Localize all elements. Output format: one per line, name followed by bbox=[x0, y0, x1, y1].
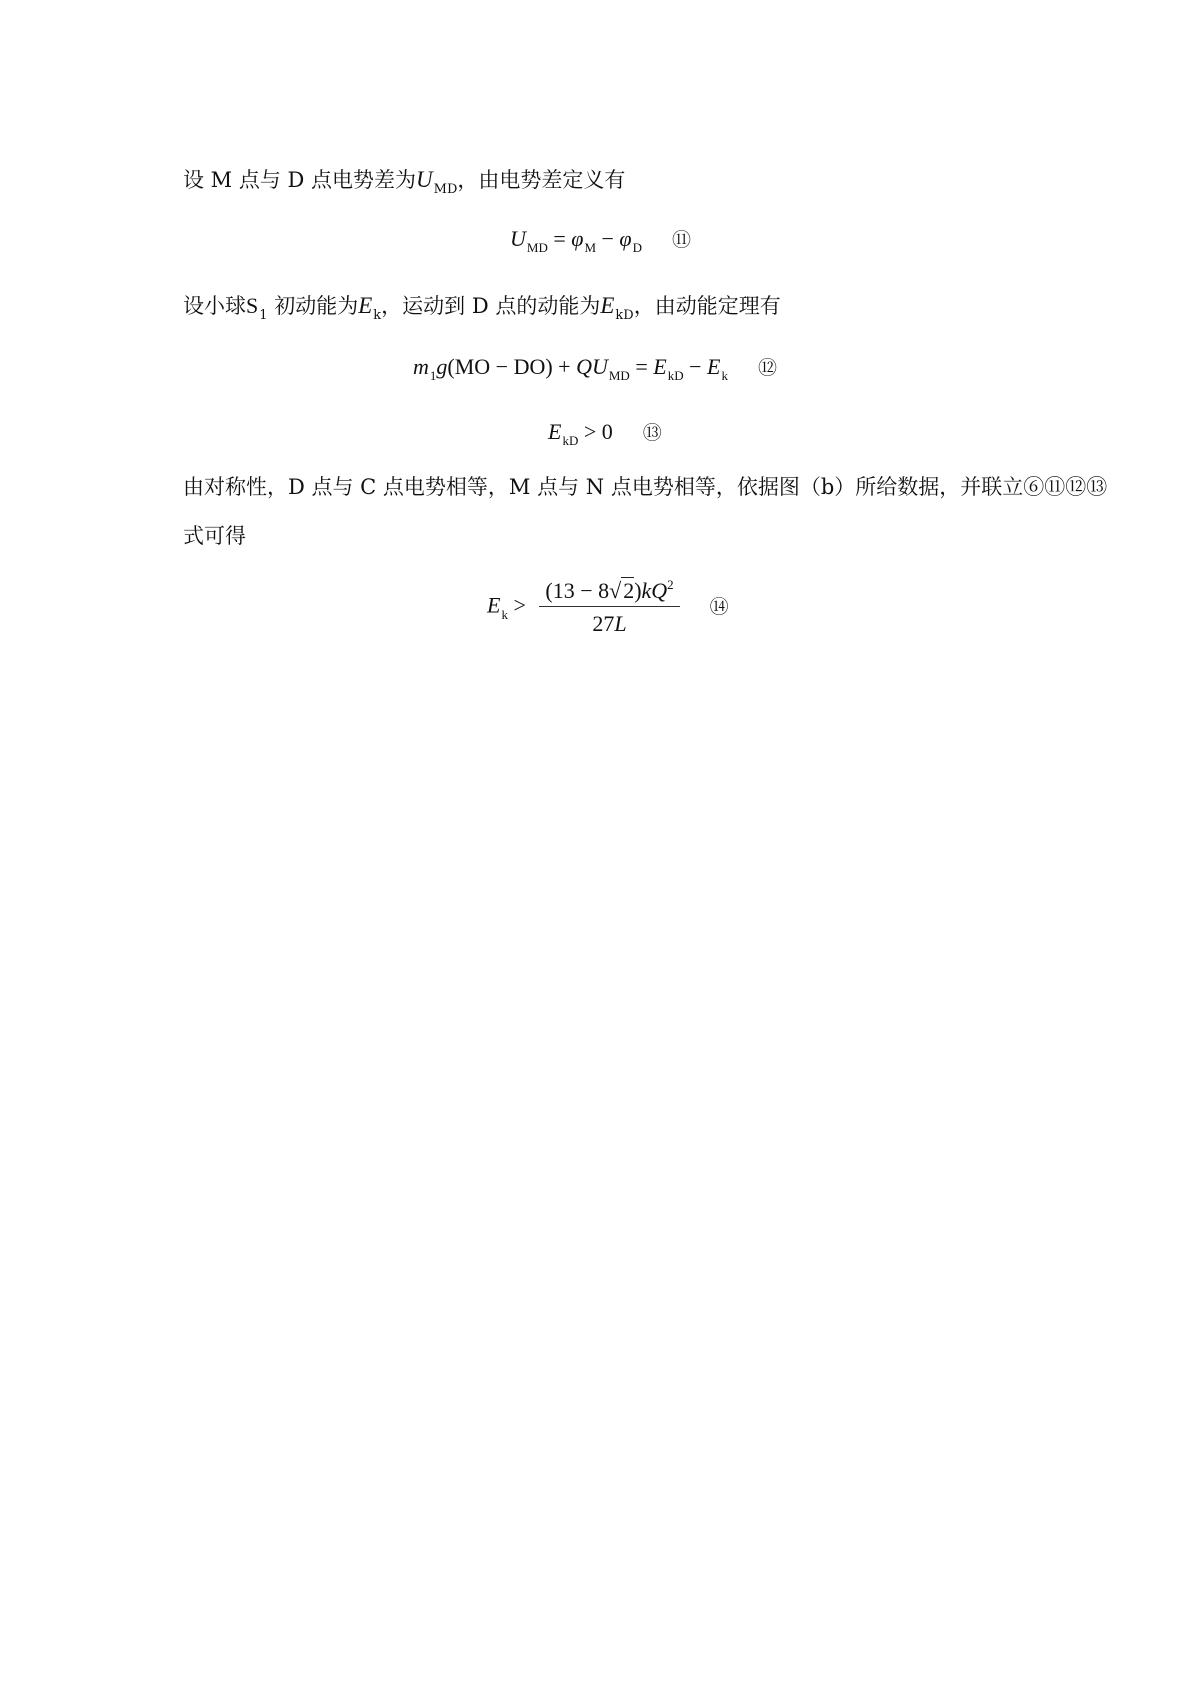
eq11-phi-M-sub: M bbox=[584, 240, 596, 255]
eq12-U-sub: MD bbox=[608, 368, 630, 383]
subscript-MD: MD bbox=[433, 182, 458, 197]
eq14-E: E bbox=[487, 592, 501, 618]
line-2-text-mid2: ，运动到 D 点的动能为 bbox=[381, 294, 601, 318]
eq12-Q: Q bbox=[576, 354, 592, 379]
eq14-num-post: ) bbox=[634, 578, 642, 603]
text-line-1 bbox=[183, 167, 626, 197]
line-4-text: 式可得 bbox=[183, 524, 246, 548]
eq12-E-kD: E bbox=[653, 354, 667, 379]
eq12-m: m bbox=[413, 354, 429, 379]
eq14-numerator bbox=[539, 577, 679, 607]
line-3-text: 由对称性，D 点与 C 点电势相等，M 点与 N 点电势相等，依据图（b）所给数据，并联立⑥⑪⑫⑬ bbox=[183, 475, 1108, 499]
eq12-minus: − bbox=[683, 354, 708, 379]
line-1-text-pre: 设 M 点与 D 点电势差为 bbox=[183, 168, 417, 192]
eq14-radicand: 2 bbox=[623, 578, 635, 603]
line-2-text-post: ，由动能定理有 bbox=[633, 294, 781, 318]
text-line-4 bbox=[183, 526, 246, 547]
eq14-relation: > bbox=[507, 592, 532, 618]
eq11-phi-D: φ bbox=[619, 226, 632, 251]
eq12-g: g bbox=[436, 354, 448, 379]
line-2-text-mid1: 初动能为 bbox=[267, 294, 359, 318]
eq11-U: U bbox=[510, 226, 526, 251]
equation-12 bbox=[413, 354, 777, 383]
symbol-E-kD: E bbox=[600, 293, 615, 318]
equation-number-12: ⑫ bbox=[757, 357, 777, 379]
eq14-denominator bbox=[539, 607, 679, 635]
eq14-num-pre: (13 − 8 bbox=[545, 578, 610, 603]
line-2-text-pre: 设小球 bbox=[183, 294, 246, 318]
text-line-2 bbox=[183, 293, 781, 323]
eq14-kQ: kQ bbox=[641, 578, 668, 603]
symbol-S: S bbox=[246, 293, 259, 318]
equation-number-11: ⑪ bbox=[671, 229, 691, 251]
eq13-E-sub: kD bbox=[562, 433, 579, 448]
eq12-equals: = bbox=[629, 354, 654, 379]
eq12-paren: (MO − DO) + bbox=[447, 354, 577, 379]
eq13-relation: > 0 bbox=[578, 419, 613, 444]
eq12-m-sub: 1 bbox=[429, 368, 437, 383]
eq14-power: 2 bbox=[667, 577, 674, 592]
line-1-text-post: ，由电势差定义有 bbox=[457, 168, 626, 192]
subscript-1: 1 bbox=[259, 308, 268, 323]
eq12-E-k-sub: k bbox=[721, 368, 728, 383]
symbol-U: U bbox=[416, 167, 433, 192]
eq11-phi-D-sub: D bbox=[632, 240, 642, 255]
equation-number-13: ⑬ bbox=[642, 422, 662, 444]
equation-13 bbox=[548, 419, 662, 448]
subscript-kD: kD bbox=[615, 308, 634, 323]
symbol-E: E bbox=[358, 293, 373, 318]
equation-11 bbox=[510, 226, 691, 255]
eq12-E-k: E bbox=[707, 354, 721, 379]
eq11-U-sub: MD bbox=[526, 240, 548, 255]
eq11-equals: = bbox=[547, 226, 572, 251]
eq14-L: L bbox=[614, 611, 627, 636]
eq14-den-number: 27 bbox=[592, 611, 615, 636]
eq14-fraction bbox=[539, 577, 679, 636]
equation-14 bbox=[487, 577, 729, 636]
eq12-U: U bbox=[591, 354, 608, 379]
sqrt-icon: √ bbox=[609, 578, 622, 603]
subscript-k: k bbox=[373, 308, 382, 323]
equation-number-14: ⑭ bbox=[709, 595, 729, 618]
eq12-E-kD-sub: kD bbox=[667, 368, 684, 383]
eq11-minus: − bbox=[596, 226, 620, 251]
text-line-3 bbox=[183, 477, 1107, 498]
eq11-phi-M: φ bbox=[571, 226, 584, 251]
eq13-E: E bbox=[548, 419, 562, 444]
eq14-E-sub: k bbox=[501, 606, 508, 622]
